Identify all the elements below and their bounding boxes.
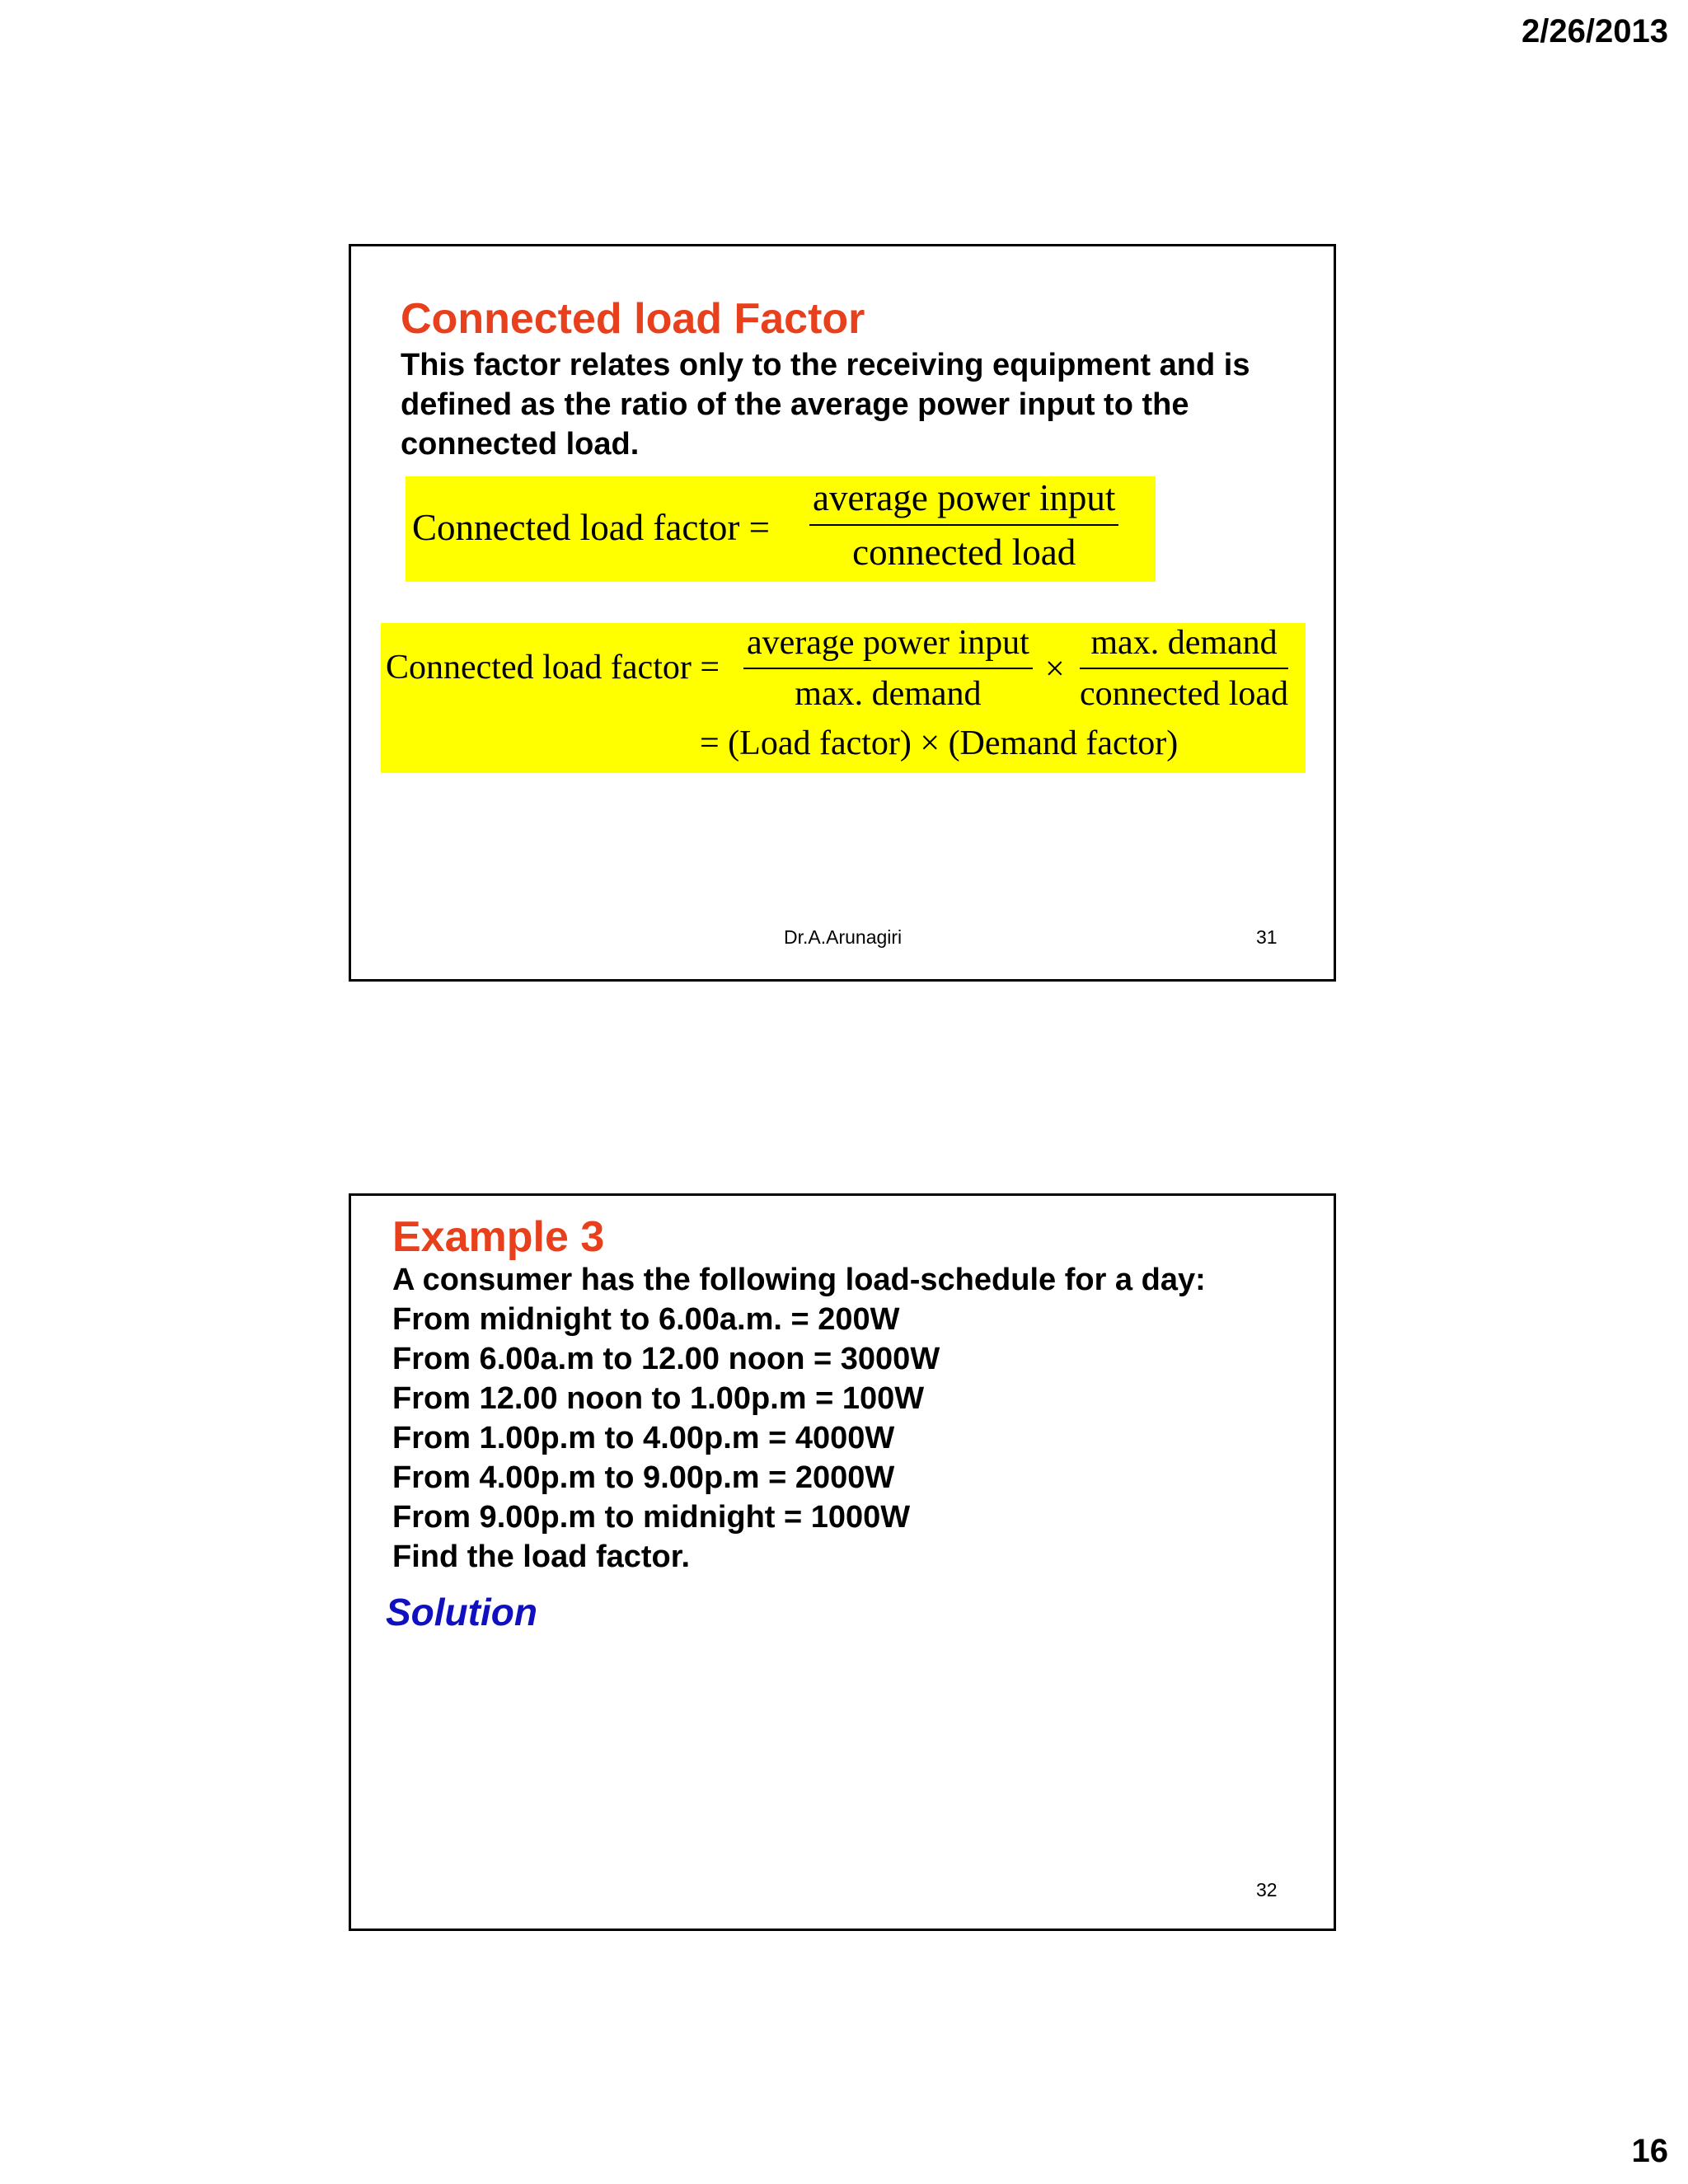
slide-number: 31 bbox=[1256, 926, 1278, 948]
schedule-line: From 4.00p.m to 9.00p.m = 2000W bbox=[392, 1460, 895, 1495]
fraction-denominator: connected load bbox=[852, 532, 1076, 573]
slide-title: Example 3 bbox=[392, 1213, 605, 1261]
formula-lhs: Connected load factor = bbox=[386, 649, 720, 687]
connected-load-factor-formula bbox=[406, 476, 1156, 582]
solution-label: Solution bbox=[386, 1591, 537, 1633]
slide-number: 32 bbox=[1256, 1879, 1278, 1900]
load-schedule bbox=[392, 1260, 1206, 1577]
fraction-denominator: max. demand bbox=[795, 675, 982, 713]
formula-fraction-1 bbox=[743, 623, 1033, 714]
schedule-line: From 6.00a.m to 12.00 noon = 3000W bbox=[392, 1342, 940, 1376]
schedule-line: From 1.00p.m to 4.00p.m = 4000W bbox=[392, 1421, 895, 1455]
slide-32 bbox=[349, 1193, 1336, 1931]
page-date: 2/26/2013 bbox=[1522, 13, 1668, 49]
schedule-line: Find the load factor. bbox=[392, 1540, 691, 1574]
fraction-numerator: average power input bbox=[743, 623, 1033, 669]
fraction-denominator: connected load bbox=[1080, 675, 1289, 713]
expanded-formula bbox=[381, 623, 1306, 773]
fraction-numerator: average power input bbox=[809, 476, 1118, 526]
page-number: 16 bbox=[1631, 2133, 1668, 2169]
slide-footer-author: Dr.A.Arunagiri bbox=[784, 926, 903, 948]
schedule-line: From 9.00p.m to midnight = 1000W bbox=[392, 1500, 911, 1535]
schedule-line: From 12.00 noon to 1.00p.m = 100W bbox=[392, 1381, 925, 1416]
fraction-numerator: max. demand bbox=[1080, 623, 1288, 669]
formula-lhs: Connected load factor = bbox=[412, 507, 770, 548]
slide-body-text: This factor relates only to the receiving equipment and is defined as the ratio of the average power input to the connected load. bbox=[401, 348, 1250, 462]
formula-result-line: = (Load factor) × (Demand factor) bbox=[700, 724, 1179, 762]
schedule-line: From midnight to 6.00a.m. = 200W bbox=[392, 1302, 900, 1337]
multiply-sign: × bbox=[1045, 650, 1065, 688]
slide-title: Connected load Factor bbox=[401, 295, 865, 343]
formula-fraction bbox=[809, 476, 1118, 574]
formula-fraction-2 bbox=[1080, 623, 1288, 714]
schedule-line: A consumer has the following load-schedule for a day: bbox=[392, 1263, 1206, 1297]
slide-31 bbox=[349, 244, 1336, 982]
